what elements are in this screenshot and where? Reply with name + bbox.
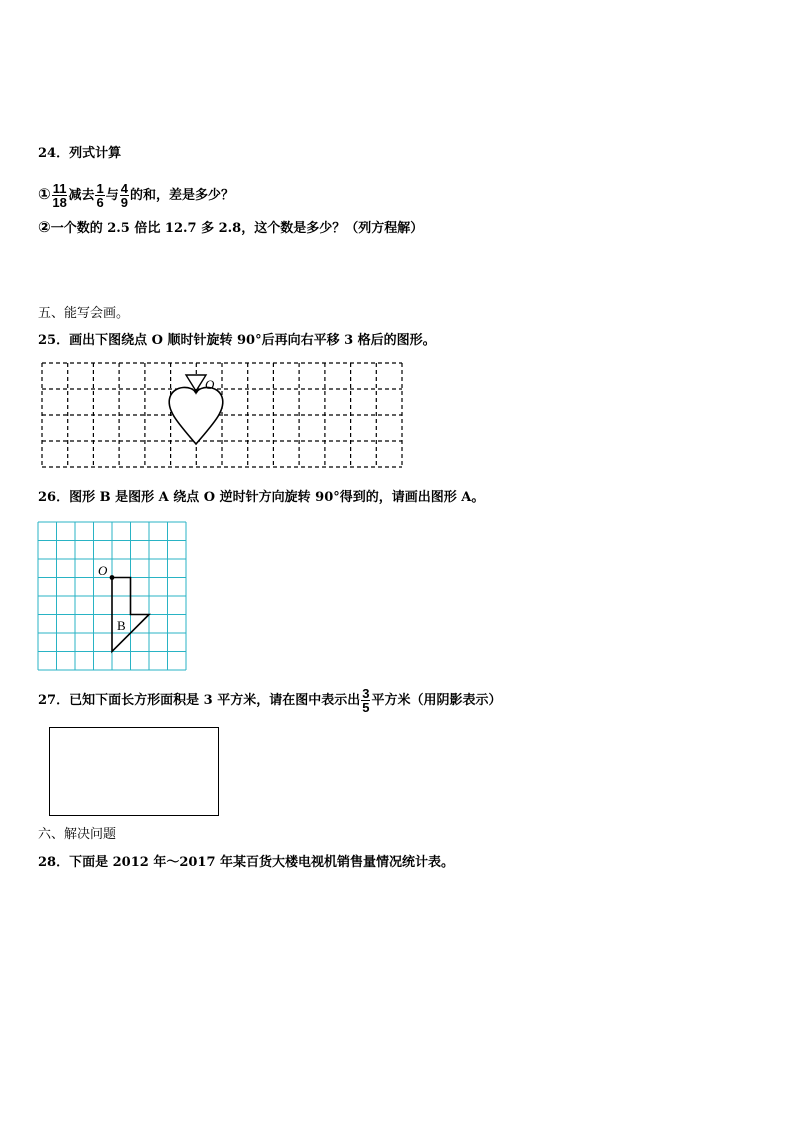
item2-text: 一个数的 2.5 倍比 12.7 多 2.8，这个数是多少？（列方程解） — [50, 221, 424, 236]
q25-point-label: O — [205, 377, 215, 392]
item2-marker: ② — [38, 218, 51, 236]
q25-heart-shape — [169, 387, 223, 444]
q26-text: 26．图形 B 是图形 A 绕点 O 逆时针方向旋转 90°得到的，请画出图形 A。 — [38, 490, 485, 505]
section5-heading: 五、能写会画。 — [38, 306, 130, 321]
fraction-3-5: $\frac{3}{5}$ — [362, 686, 370, 715]
q25-dashed-grid — [42, 363, 402, 471]
q28-text: 28．下面是 2012 年～2017 年某百货大楼电视机销售量情况统计表。 — [38, 855, 455, 870]
q25-grid-lines — [42, 363, 402, 467]
q24-item2 — [38, 219, 423, 237]
item1-text3: 的和，差是多少？ — [129, 188, 234, 203]
q27-text-before: 27．已知下面长方形面积是 3 平方米，请在图中表示出 — [38, 693, 361, 708]
q26-grid — [38, 522, 186, 670]
item1-text2: 与 — [105, 188, 119, 203]
item1-text1: 减去 — [68, 188, 95, 203]
q27-text-after: 平方米（用阴影表示） — [371, 693, 502, 708]
q27-text — [38, 683, 501, 719]
q27-rectangle[interactable] — [49, 727, 219, 816]
q25-point-o — [194, 389, 198, 393]
item1-marker: ① — [38, 185, 51, 203]
q24-item1 — [38, 179, 234, 211]
q24-heading: 24．列式计算 — [38, 146, 122, 161]
fraction-1-6: $\frac{1}{6}$ — [96, 181, 104, 210]
fraction-11-18: $\frac{11}{18}$ — [52, 181, 67, 210]
q26-shape-label: B — [117, 618, 126, 633]
q26-point-o — [110, 575, 115, 580]
q26-point-label: O — [98, 563, 108, 578]
q25-text: 25．画出下图绕点 O 顺时针旋转 90°后再向右平移 3 格后的图形。 — [38, 333, 436, 348]
section6-heading: 六、解决问题 — [38, 827, 117, 842]
fraction-4-9: $\frac{4}{9}$ — [120, 181, 128, 210]
